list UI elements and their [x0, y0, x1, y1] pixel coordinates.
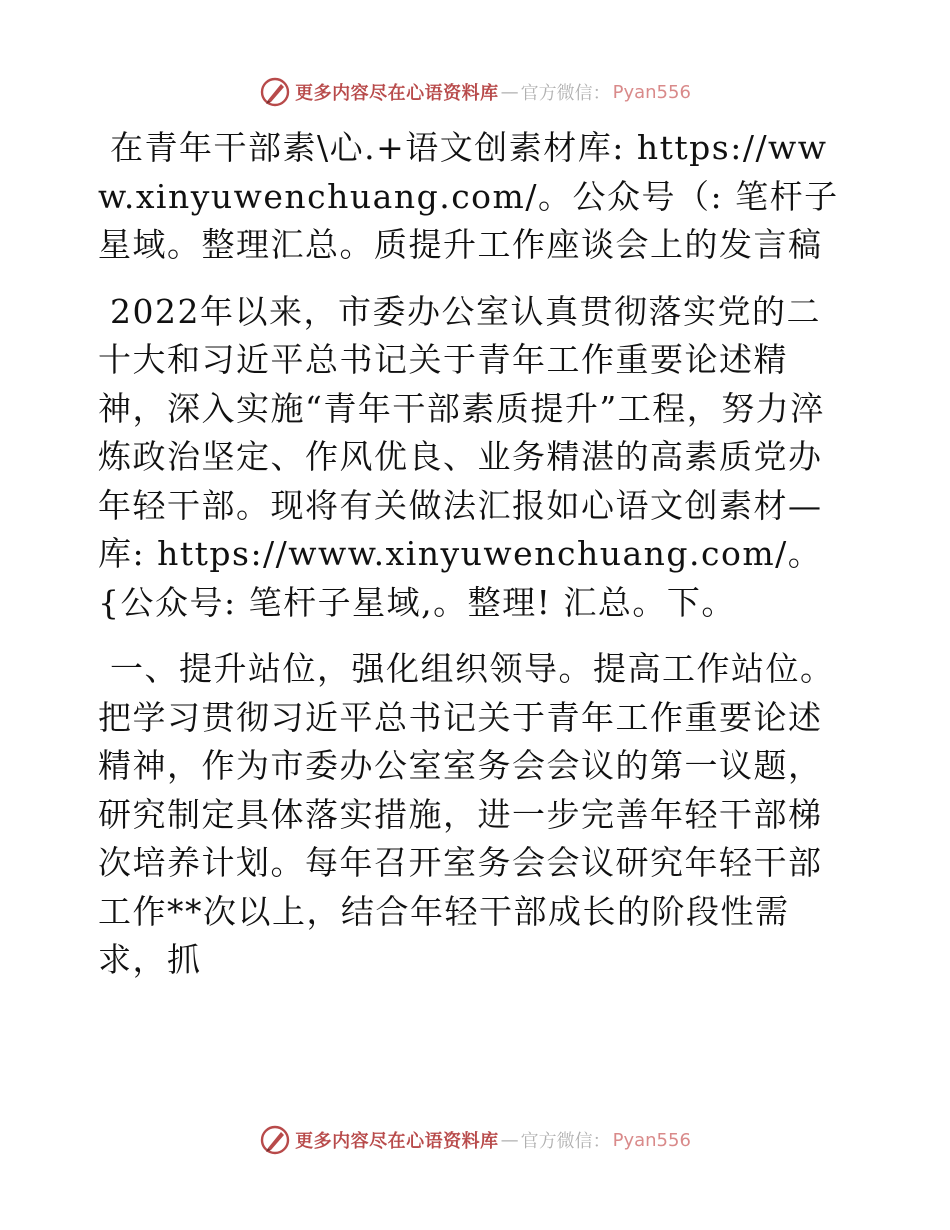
quill-pen-logo-icon [259, 1124, 291, 1156]
document-body [98, 118, 850, 985]
banner-wechat-id: Pyan556 [612, 1129, 691, 1151]
footer-banner [0, 1120, 950, 1160]
banner-text: 更多内容尽在心语资料库 [295, 1131, 499, 1152]
paragraph-section-one: 一、提升站位，强化组织领导。提高工作站位。把学习贯彻习近平总书记关于青年工作重要论述精神，作为市委办公室室务会会议的第一议题，研究制定具体落实措施，进一步完善年轻干部梯次培养计划。每年召开室务会会议研究年轻干部工作**次以上，结合年轻干部成长的阶段性需求，抓 [98, 649, 835, 979]
header-banner [0, 72, 950, 112]
banner-separator: — [500, 1129, 519, 1151]
banner-wechat-id: Pyan556 [612, 81, 691, 103]
banner-wechat-label: 官方微信： [520, 83, 611, 104]
quill-pen-logo-icon [259, 76, 291, 108]
banner-wechat-label: 官方微信： [520, 1131, 611, 1152]
paragraph-intro: 2022年以来，市委办公室认真贯彻落实党的二十大和习近平总书记关于青年工作重要论述精神，深入实施“青年干部素质提升”工程，努力淬炼政治坚定、作风优良、业务精湛的高素质党办年轻干部。现将有关做法汇报如心语文创素材—库: https://www.xinyuwenchuang.com/。{公众号: 笔杆子星域,。整理! 汇总。下。 [98, 291, 825, 622]
banner-text: 更多内容尽在心语资料库 [295, 83, 499, 104]
paragraph-title: 在青年干部素\心.+语文创素材库: https://www.xinyuwenchuang.com/。公众号（: 笔杆子星域。整理汇总。质提升工作座谈会上的发言稿 [98, 128, 839, 264]
banner-separator: — [500, 81, 519, 103]
